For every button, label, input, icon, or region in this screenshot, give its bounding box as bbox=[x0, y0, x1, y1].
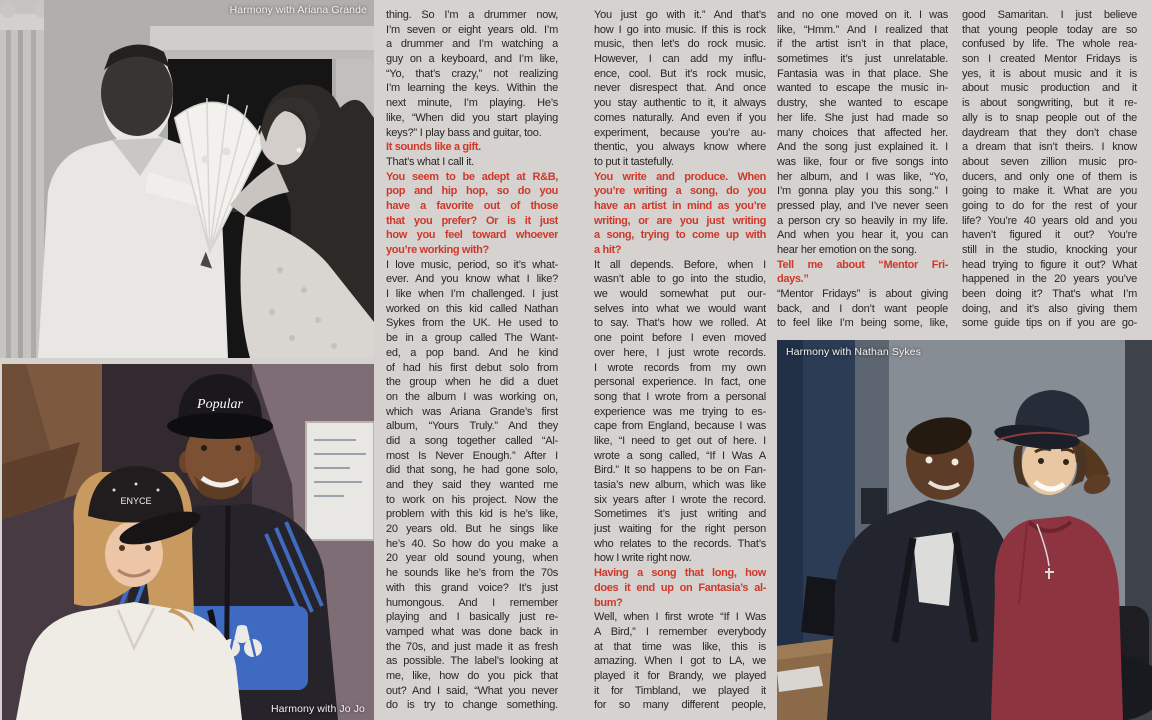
interview-question-line: have an artist in mind as you’re bbox=[594, 199, 766, 212]
interview-answer-line: some guide tips on if you are go- bbox=[962, 317, 1137, 330]
interview-answer-line: do is try to change something. bbox=[386, 699, 558, 712]
interview-answer-line: that young people today are so bbox=[962, 23, 1137, 36]
interview-answer-line: experiment, because you’re au- bbox=[594, 126, 766, 139]
interview-answer-line: going to make it. What are you bbox=[962, 185, 1137, 198]
interview-answer-line: I wrote records from my own bbox=[594, 361, 766, 374]
photo-caption: Harmony with Nathan Sykes bbox=[786, 346, 921, 358]
jojo-photo-illustration bbox=[2, 364, 374, 720]
interview-answer-line: it for Timbland, we played it bbox=[594, 684, 766, 697]
interview-answer-line: did that song, he had gone solo, bbox=[386, 464, 558, 477]
interview-question-line: writing, or are you just writing bbox=[594, 214, 766, 227]
interview-question-line: a song, trying to come up with bbox=[594, 229, 766, 242]
interview-question-line: that you prefer? Or is it just bbox=[386, 214, 558, 227]
interview-answer-line: most Is Never Enough.” After I bbox=[386, 449, 558, 462]
interview-answer-line: which was Ariana Grande’s first bbox=[386, 405, 558, 418]
interview-answer-line: ducers, and only one of them is bbox=[962, 170, 1137, 183]
interview-answer-line: hear her emotion on the song. bbox=[777, 244, 917, 256]
interview-answer-line: cape from England, because I was bbox=[594, 420, 766, 433]
interview-answer-line: just waiting for the right person bbox=[594, 523, 766, 536]
interview-answer-line: if the artist isn’t in that place, bbox=[777, 38, 948, 51]
interview-answer-line: album, “Yours Truly.” And they bbox=[386, 420, 558, 433]
interview-answer-line: playing and I basically just re- bbox=[386, 611, 558, 624]
interview-answer-line: yes, it is about music and it is bbox=[962, 67, 1137, 80]
interview-answer-line: And the song just explained it. I bbox=[777, 141, 948, 154]
interview-answer-line: he sounds like he’s from the 70s bbox=[386, 567, 558, 580]
interview-answer-line: I love music, period, so it’s what- bbox=[386, 258, 558, 271]
interview-answer-line: experience was me trying to es- bbox=[594, 405, 766, 418]
interview-answer-line: he’s 40. So how do you make a bbox=[386, 537, 558, 550]
interview-answer-line: her album, and I was like, “Yo, bbox=[777, 170, 948, 183]
photo-jo-jo bbox=[2, 364, 374, 720]
interview-answer-line: son I created Mentor Fridays is bbox=[962, 53, 1137, 66]
ariana-photo-illustration bbox=[0, 0, 374, 358]
interview-answer-line: Sometimes it’s just writing and bbox=[594, 508, 766, 521]
interview-answer-line: been doing it? That’s what I’m bbox=[962, 288, 1137, 301]
interview-answer-line: thentic, you always know where bbox=[594, 141, 766, 154]
interview-answer-line: did a song together called “Al- bbox=[386, 434, 558, 447]
interview-answer-line: on the album I was working on, bbox=[386, 390, 558, 403]
article-column-1 bbox=[386, 8, 558, 713]
interview-answer-line: like, “I need to get out of here. I bbox=[594, 434, 766, 447]
interview-answer-line: ever. And you know what I like? bbox=[386, 273, 558, 286]
interview-answer-line: about seven zillion music pro- bbox=[962, 155, 1137, 168]
nathan-photo-illustration bbox=[777, 340, 1152, 720]
interview-answer-line: a drummer and I’m watching a bbox=[386, 38, 558, 51]
interview-answer-line: confused by life. The whole rea- bbox=[962, 38, 1137, 51]
interview-answer-line: “Mentor Fridays” is about giving bbox=[777, 288, 948, 301]
interview-answer-line: wasn’t able to go into the studio, bbox=[594, 273, 766, 286]
interview-question-line: does it end up on Fantasia’s al- bbox=[594, 581, 766, 594]
interview-answer-line: like, “When did you start playing bbox=[386, 111, 558, 124]
interview-question-line: bum? bbox=[594, 596, 623, 609]
interview-answer-line: to say. That’s how we rolled. At bbox=[594, 317, 766, 330]
photo-caption: Harmony with Ariana Grande bbox=[229, 4, 367, 16]
interview-answer-line: how I write right now. bbox=[594, 552, 692, 565]
interview-answer-line: Fantasia was in that place. She bbox=[777, 67, 948, 80]
interview-answer-line: A Bird,” I remember everybody bbox=[594, 625, 766, 638]
interview-answer-line: song that I wrote from a personal bbox=[594, 390, 766, 403]
interview-answer-line: And when you hear it, you can bbox=[777, 229, 948, 242]
interview-answer-line: daydream that they don’t chase bbox=[962, 126, 1137, 139]
interview-question-line: have a favorite out of those bbox=[386, 199, 558, 212]
interview-answer-line: “Yo, that’s crazy,” not realizing bbox=[386, 67, 558, 80]
interview-question-line: You seem to be adept at R&B, bbox=[386, 170, 558, 183]
interview-answer-line: problem with this kid is he’s like, bbox=[386, 508, 558, 521]
interview-answer-line: and they said they wanted me bbox=[386, 479, 558, 491]
interview-answer-line: a dream that isn’t theirs. I know bbox=[962, 141, 1137, 154]
interview-answer-line: Well, when I first wrote “If I Was bbox=[594, 611, 766, 624]
interview-answer-line: to work on his project. Now the bbox=[386, 493, 558, 506]
interview-answer-line: how I go into music. If this is rock bbox=[594, 23, 766, 36]
interview-answer-line: ally is to snap people out of the bbox=[962, 111, 1137, 124]
interview-answer-line: at that time was like, this is bbox=[594, 640, 766, 653]
interview-answer-line: you stay authentic to it, it always bbox=[594, 97, 766, 110]
interview-question-line: a hit? bbox=[594, 244, 622, 256]
interview-answer-line: comes naturally. And even if you bbox=[594, 111, 766, 124]
article-column-4 bbox=[962, 8, 1137, 331]
interview-answer-line: selves into what we would want bbox=[594, 302, 766, 315]
interview-answer-line: However, I can add my influ- bbox=[594, 53, 766, 66]
interview-answer-line: was like, four or five songs into bbox=[777, 155, 948, 168]
photo-caption: Harmony with Jo Jo bbox=[271, 703, 365, 715]
interview-answer-line: You just go with it.” And that’s bbox=[594, 9, 766, 21]
interview-answer-line: played it for Brandy, we played bbox=[594, 669, 766, 682]
interview-answer-line: life? You’re 40 years old and you bbox=[962, 214, 1137, 227]
interview-answer-line: personal experience. In fact, one bbox=[594, 376, 766, 389]
interview-answer-line: sometimes it’s just unrelatable. bbox=[777, 53, 948, 66]
enyce-cap-text: ENYCE bbox=[120, 496, 152, 506]
interview-answer-line: about music production and it bbox=[962, 82, 1137, 95]
article-column-3 bbox=[777, 8, 948, 331]
interview-answer-line: doing, and it’s also giving them bbox=[962, 302, 1137, 315]
interview-question-line: It sounds like a gift. bbox=[386, 141, 481, 154]
interview-question-line: Having a song that long, how bbox=[594, 567, 766, 580]
interview-answer-line: who relates to the records. That’s bbox=[594, 537, 766, 550]
interview-answer-line: is about songwriting, but it re- bbox=[962, 97, 1137, 110]
interview-answer-line: 20 years old. But he sings like bbox=[386, 523, 558, 536]
interview-answer-line: never disrespect that. And once bbox=[594, 82, 766, 95]
interview-answer-line: a person cry so heavily in my life. bbox=[777, 214, 948, 227]
interview-answer-line: I’m gonna play you this song.” I bbox=[777, 185, 948, 198]
interview-answer-line: and no one moved on it. I was bbox=[777, 9, 948, 21]
interview-answer-line: going to do for the rest of your bbox=[962, 199, 1137, 212]
interview-answer-line: 20 year old sound young, when bbox=[386, 552, 558, 565]
article-column-2 bbox=[594, 8, 766, 713]
interview-answer-line: like, “Hmm.” And I realized that bbox=[777, 23, 948, 36]
interview-answer-line: tasia’s new album, which was like bbox=[594, 479, 766, 491]
interview-answer-line: for so many different people, bbox=[594, 699, 766, 712]
interview-question-line: days.” bbox=[777, 273, 809, 286]
interview-answer-line: out? And I said, “What you never bbox=[386, 684, 558, 697]
popular-cap-text: Popular bbox=[197, 397, 243, 412]
interview-answer-line: I like when I’m challenged. I just bbox=[386, 288, 558, 301]
interview-answer-line: I’m learning the keys. Within the bbox=[386, 82, 558, 95]
interview-answer-line: six years after I wrote the record. bbox=[594, 493, 766, 506]
interview-answer-line: head trying to figure it out? What bbox=[962, 258, 1137, 271]
interview-answer-line: music, then let’s do rock music. bbox=[594, 38, 766, 51]
interview-answer-line: many choices that affected her. bbox=[777, 126, 948, 139]
interview-answer-line: happened in the 20 years you’ve bbox=[962, 273, 1137, 286]
interview-answer-line: humongous. And I remember bbox=[386, 596, 558, 609]
interview-answer-line: to put it tastefully. bbox=[594, 155, 674, 168]
interview-answer-line: back, and I don’t want people bbox=[777, 302, 948, 315]
interview-answer-line: ed, a pop band. And he kind bbox=[386, 346, 558, 359]
interview-answer-line: Bird.” It so happens to be on Fan- bbox=[594, 464, 766, 477]
interview-question-line: how you feel toward whoever bbox=[386, 229, 558, 242]
interview-answer-line: the 70s, and just made it as fresh bbox=[386, 640, 558, 653]
interview-question-line: You write and produce. When bbox=[594, 170, 766, 183]
interview-answer-line: me, like, how do you pick that bbox=[386, 669, 558, 682]
interview-answer-line: wanted to escape the music in- bbox=[777, 82, 948, 95]
interview-answer-line: be in a group called The Want- bbox=[386, 332, 558, 345]
whiteboard bbox=[306, 422, 374, 540]
interview-question-line: Tell me about “Mentor Fri- bbox=[777, 258, 948, 271]
interview-answer-line: thing. So I’m a drummer now, bbox=[386, 9, 558, 21]
interview-answer-line: haven’t figured it out? You’re bbox=[962, 229, 1137, 242]
interview-answer-line: guy on a keyboard, and I’m like, bbox=[386, 53, 558, 66]
interview-answer-line: I’m seven or eight years old. I’m bbox=[386, 23, 558, 36]
interview-answer-line: worked on this kid called Nathan bbox=[386, 302, 558, 315]
interview-answer-line: one point before I even moved bbox=[594, 332, 766, 345]
interview-question-line: pop and hip hop, so do you bbox=[386, 185, 558, 198]
photo-ariana-grande bbox=[0, 0, 374, 358]
interview-answer-line: It all depends. Before, when I bbox=[594, 258, 766, 271]
interview-answer-line: That’s what I call it. bbox=[386, 155, 475, 168]
interview-answer-line: amazing. When I got to LA, we bbox=[594, 655, 766, 668]
interview-answer-line: ence, cool. But it’s rock music, bbox=[594, 67, 766, 80]
interview-answer-line: next minute, I’m playing. He’s bbox=[386, 97, 558, 110]
interview-answer-line: vamped what was done back in bbox=[386, 625, 558, 638]
interview-answer-line: still in the studio, knocking your bbox=[962, 244, 1137, 256]
interview-answer-line: of had his first debut solo from bbox=[386, 361, 558, 374]
interview-question-line: you’re writing a song, do you bbox=[594, 185, 766, 198]
interview-answer-line: the group when he did a duet bbox=[386, 376, 558, 389]
interview-answer-line: pressed play, and I’ve never seen bbox=[777, 199, 948, 212]
interview-answer-line: good Samaritan. I just believe bbox=[962, 9, 1137, 21]
interview-answer-line: over here, I just wrote records. bbox=[594, 346, 766, 359]
interview-answer-line: with this grand voice? It’s just bbox=[386, 581, 558, 594]
interview-answer-line: we would somewhat put our- bbox=[594, 288, 766, 301]
interview-answer-line: wrote a song called, “If I Was A bbox=[594, 449, 766, 462]
interview-answer-line: dustry, she wanted to escape bbox=[777, 97, 948, 110]
interview-answer-line: keys?” I play bass and guitar, too. bbox=[386, 126, 542, 139]
interview-answer-line: to feel like I’m being some, like, bbox=[777, 317, 948, 330]
interview-answer-line: as possible. The label’s looking at bbox=[386, 655, 558, 668]
photo-nathan-sykes bbox=[777, 340, 1152, 720]
interview-answer-line: Sykes from the UK. He used to bbox=[386, 317, 558, 330]
interview-question-line: you’re working with? bbox=[386, 244, 489, 256]
interview-answer-line: her life. She just had made so bbox=[777, 111, 948, 124]
